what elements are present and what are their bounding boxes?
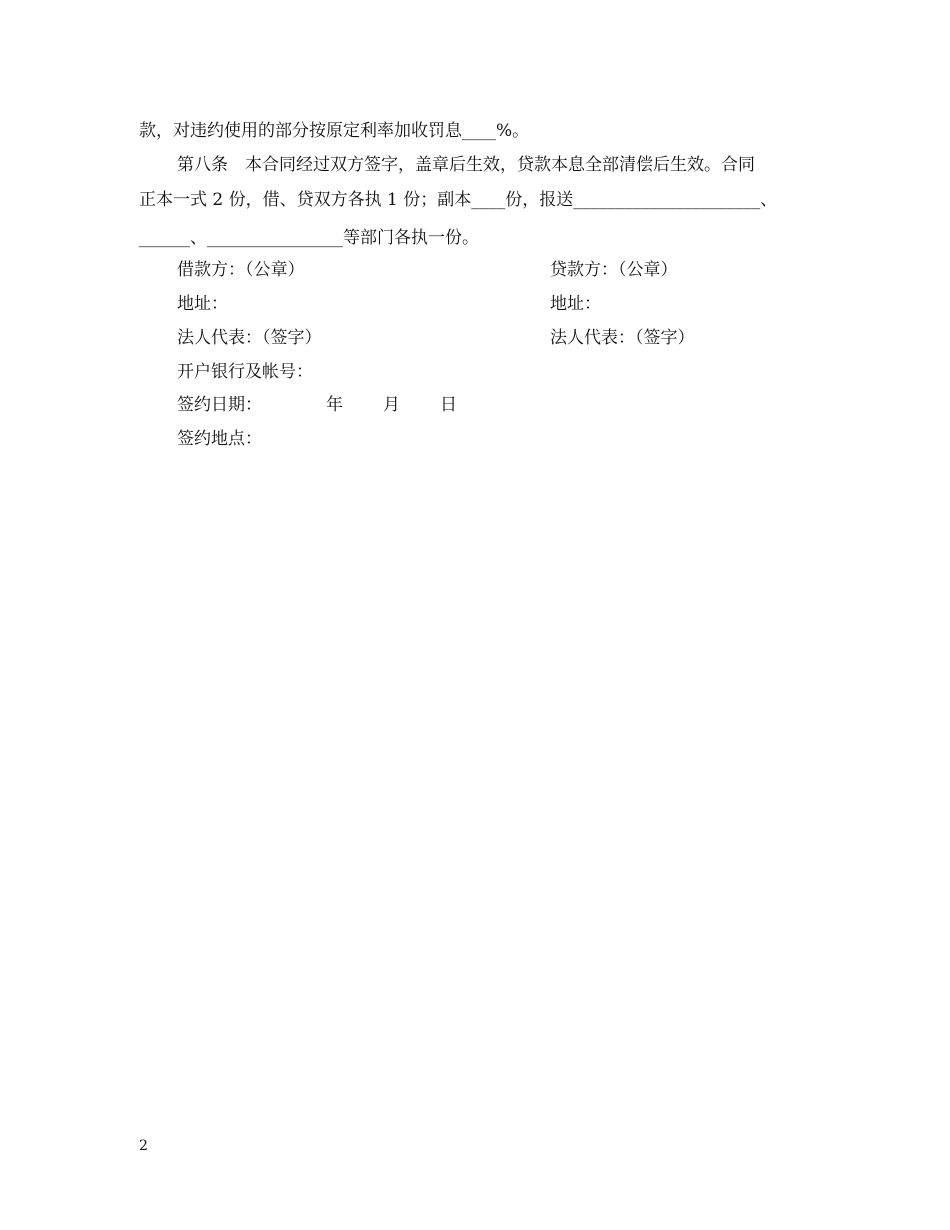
article-eight-line-2: 正本一式 2 份，借、贷双方各执 1 份；副本____份，报送______________________、 — [139, 190, 778, 210]
lender-address-label: 地址： — [550, 294, 601, 314]
borrower-address-label: 地址： — [177, 294, 228, 314]
article-eight-line-1: 第八条 本合同经过双方签字，盖章后生效，贷款本息全部清偿后生效。合同 — [177, 155, 755, 175]
sign-date-label: 签约日期： — [177, 395, 262, 415]
article-eight-line-3: ______、________________等部门各执一份。 — [139, 228, 479, 248]
lender-representative-label: 法人代表：（签字） — [550, 328, 695, 348]
borrower-seal-label: 借款方：（公章） — [177, 260, 305, 280]
sign-place-label: 签约地点： — [177, 429, 262, 449]
bank-account-label: 开户银行及帐号： — [177, 362, 313, 382]
contract-text-line-1: 款，对违约使用的部分按原定利率加收罚息____%。 — [139, 121, 530, 141]
date-day-label: 日 — [440, 395, 457, 415]
page-number: 2 — [139, 1138, 148, 1154]
lender-seal-label: 贷款方：（公章） — [550, 260, 678, 280]
borrower-representative-label: 法人代表：（签字） — [177, 328, 322, 348]
date-month-label: 月 — [383, 395, 400, 415]
date-year-label: 年 — [326, 395, 343, 415]
